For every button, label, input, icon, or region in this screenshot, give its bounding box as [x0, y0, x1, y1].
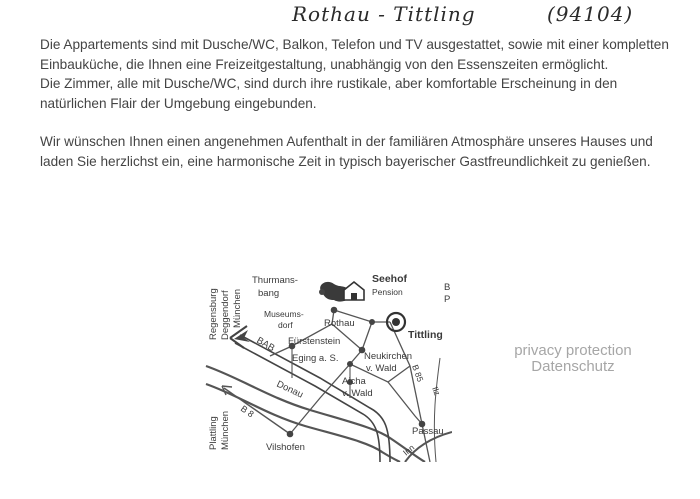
privacy-watermark: [498, 343, 648, 375]
paragraph-apartments: Die Appartements sind mit Dusche/WC, Balkon, Telefon und TV ausgestattet, sowie mit einer kompletten Einbauküche, die Ihnen eine Freizeitgestaltung, unabhängig von den Essenszeiten ermöglicht.: [40, 37, 669, 72]
handwritten-reference: (94104): [547, 2, 634, 26]
label-ilz: Ilz: [430, 385, 443, 397]
label-seehof: Seehof: [372, 273, 408, 285]
label-fuerstenstein: Fürstenstein: [288, 336, 341, 347]
label-museumsdorf-2: dorf: [278, 320, 293, 330]
watermark-line-2: Datenschutz: [531, 358, 615, 375]
location-map: [200, 238, 452, 462]
handwritten-title: Rothau - Tittling: [292, 2, 476, 26]
label-donau: Donau: [274, 378, 305, 401]
rothau-dot: [331, 307, 338, 314]
label-deggendorf: Deggendorf: [220, 290, 231, 340]
watermark-line-1: privacy protection: [514, 342, 632, 359]
label-thurmansbang-2: bang: [258, 288, 280, 299]
label-thurmansbang: Thurmans-: [252, 275, 298, 286]
neukirchen-dot: [347, 361, 353, 367]
label-eging: Eging a. S.: [292, 353, 339, 364]
label-muenchen-bottom: München: [220, 410, 231, 450]
label-regensburg: Regensburg: [208, 288, 219, 340]
description-text: [40, 35, 680, 172]
b8-road: [224, 388, 290, 434]
label-bab: BAB: [254, 335, 277, 355]
label-pension: Pension: [372, 287, 403, 297]
label-inn: Inn: [400, 442, 417, 458]
vilshofen-dot: [287, 431, 294, 438]
label-b8: B 8: [238, 403, 256, 420]
paragraph-welcome: Wir wünschen Ihnen einen angenehmen Aufenthalt in der familiären Atmosphäre unseres Hauses und laden Sie herzlichst ein, eine harmonische Zeit in typisch bayerischer Gastfreundlichkeit zu genießen.: [40, 134, 653, 169]
label-museumsdorf: Museums-: [264, 309, 304, 319]
label-aicha-2: v. Wald: [342, 388, 373, 399]
museumsdorf-dot: [369, 319, 375, 325]
label-edge-b: B: [444, 282, 451, 293]
label-neukirchen-2: v. Wald: [366, 363, 397, 374]
label-passau: Passau: [412, 426, 444, 437]
donau-river: [206, 366, 425, 462]
label-b85: B 85: [410, 363, 426, 384]
label-neukirchen: Neukirchen: [364, 351, 413, 362]
label-vilshofen: Vilshofen: [266, 442, 305, 453]
handwritten-annotation: [292, 2, 634, 26]
label-plattling: Plattling: [208, 416, 219, 450]
label-rothau: Rothau: [324, 318, 355, 329]
paragraph-rooms: Die Zimmer, alle mit Dusche/WC, sind durch ihre rustikale, aber komfortable Erscheinung in den natürlichen Flair der Umgebung eingebunden.: [40, 76, 618, 111]
label-edge-p: P: [444, 294, 451, 305]
bab-arrow: [234, 330, 250, 342]
map-graphic: [200, 238, 452, 462]
label-aicha: Aicha: [342, 376, 366, 387]
label-muenchen-top: München: [232, 288, 243, 328]
label-tittling: Tittling: [408, 329, 443, 341]
